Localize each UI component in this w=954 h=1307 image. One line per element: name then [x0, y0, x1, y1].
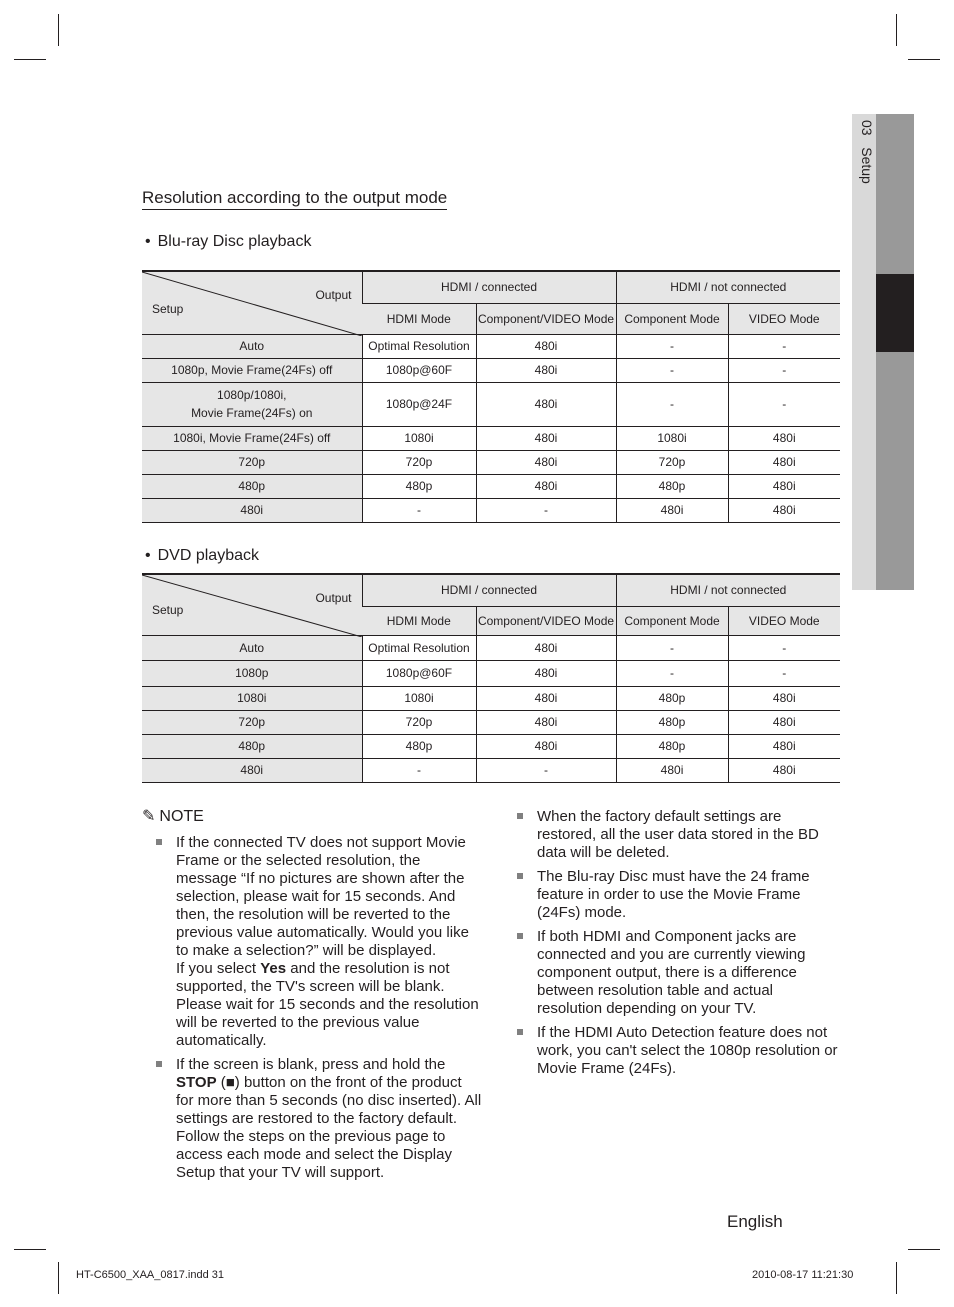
table-cell: 480i [476, 734, 616, 758]
table-cell: 480i [142, 758, 362, 782]
list-item: If both HDMI and Component jacks are connected and you are currently viewing component output, there is a difference between resolution table and actual resolution depending on your TV. [517, 928, 841, 1018]
crop-mark [908, 59, 940, 60]
table-cell: 480i [616, 498, 728, 522]
table-cell: - [476, 758, 616, 782]
table-cell: 1080i [616, 426, 728, 450]
table-cell: 480p [362, 734, 476, 758]
table-row [142, 498, 840, 522]
table-cell: 480i [728, 758, 840, 782]
column-header: Component Mode [616, 303, 728, 334]
table-cell: 480p [362, 474, 476, 498]
list-item: If the connected TV does not support Movie Frame or the selected resolution, the message “If no pictures are shown after the selection, please wait for 15 seconds. And then, the resolution will be reverted to the previous value automatically. Would you like to make a selection?” will be displayed. If you select Yes and the resolution is not supported, the TV's screen will be blank. Please wait for 15 seconds and the resolution will be reverted to the previous value automatically. [156, 834, 482, 1050]
file-info: HT-C6500_XAA_0817.indd 31 [76, 1269, 224, 1281]
table-cell: - [728, 635, 840, 660]
crop-mark [14, 1249, 46, 1250]
corner-setup-label: Setup [152, 602, 184, 617]
table-row [142, 358, 840, 382]
list-item: If the HDMI Auto Detection feature does not work, you can't select the 1080p resolution or Movie Frame (24Fs). [517, 1024, 841, 1078]
corner-setup-label: Setup [152, 301, 184, 316]
table-cell: 480i [728, 498, 840, 522]
table-cell: 1080i [362, 426, 476, 450]
chapter-label: 03 Setup [859, 120, 875, 184]
table-cell: - [476, 498, 616, 522]
chapter-tab-strip [876, 114, 914, 590]
table-cell: 480i [142, 498, 362, 522]
column-header: VIDEO Mode [728, 303, 840, 334]
table-cell: 480i [476, 710, 616, 734]
table-cell: 480i [728, 426, 840, 450]
table-cell: 1080i, Movie Frame(24Fs) off [142, 426, 362, 450]
list-item: The Blu-ray Disc must have the 24 frame feature in order to use the Movie Frame (24Fs) mode. [517, 868, 841, 922]
column-header: Component/VIDEO Mode [476, 303, 616, 334]
table-cell: - [728, 358, 840, 382]
table-cell: 720p [362, 710, 476, 734]
table-cell: 480i [476, 450, 616, 474]
table-row [142, 660, 840, 686]
table-cell: 480i [728, 474, 840, 498]
table-row [142, 450, 840, 474]
table-cell: 720p [616, 450, 728, 474]
table-cell: 480i [476, 474, 616, 498]
table-cell: Auto [142, 334, 362, 358]
note-list-left [156, 834, 482, 1188]
table-cell: - [616, 660, 728, 686]
table-cell: 480i [476, 426, 616, 450]
corner-output-label: Output [315, 288, 352, 302]
table-cell: 480i [476, 334, 616, 358]
bluray-resolution-table [142, 270, 840, 523]
table-cell: 1080p/1080i, Movie Frame(24Fs) on [142, 382, 362, 426]
table-cell: 720p [142, 710, 362, 734]
table-cell: 480i [728, 710, 840, 734]
table-cell: 480p [142, 474, 362, 498]
table-cell: - [616, 382, 728, 426]
table-cell: 720p [142, 450, 362, 474]
table-row [142, 710, 840, 734]
table-row [142, 635, 840, 660]
table-header-row [142, 574, 840, 606]
table-corner-cell [142, 574, 362, 635]
bluray-heading: • Blu-ray Disc playback [145, 233, 312, 250]
table-header-row [142, 271, 840, 303]
table-cell: 480i [476, 660, 616, 686]
table-row [142, 334, 840, 358]
column-header: VIDEO Mode [728, 606, 840, 635]
section-title: Resolution according to the output mode [142, 188, 447, 210]
table-cell: - [728, 660, 840, 686]
group-header: HDMI / not connected [616, 574, 840, 606]
table-cell: 1080p@60F [362, 358, 476, 382]
list-item: When the factory default settings are restored, all the user data stored in the BD data will be deleted. [517, 808, 841, 862]
crop-mark [58, 14, 59, 46]
table-row [142, 474, 840, 498]
table-cell: - [616, 358, 728, 382]
language-label: English [727, 1212, 783, 1231]
table-cell: - [362, 498, 476, 522]
table-row [142, 382, 840, 426]
table-cell: Optimal Resolution [362, 635, 476, 660]
table-cell: 480p [616, 710, 728, 734]
crop-mark [58, 1262, 59, 1294]
table-cell: 1080i [362, 686, 476, 710]
table-cell: 480i [476, 686, 616, 710]
group-header: HDMI / not connected [616, 271, 840, 303]
crop-mark [908, 1249, 940, 1250]
table-cell: - [616, 635, 728, 660]
table-cell: 480i [616, 758, 728, 782]
table-cell: 1080p@24F [362, 382, 476, 426]
table-cell: - [728, 382, 840, 426]
table-cell: 720p [362, 450, 476, 474]
corner-output-label: Output [315, 591, 352, 605]
pencil-icon: ✎ [142, 808, 156, 825]
table-cell: Auto [142, 635, 362, 660]
dvd-heading: • DVD playback [145, 547, 259, 564]
table-cell: Optimal Resolution [362, 334, 476, 358]
note-heading: ✎ NOTE [142, 808, 204, 825]
print-datetime: 2010-08-17 11:21:30 [752, 1269, 854, 1281]
table-cell: - [616, 334, 728, 358]
group-header: HDMI / connected [362, 574, 616, 606]
table-cell: 1080p, Movie Frame(24Fs) off [142, 358, 362, 382]
table-corner-cell [142, 271, 362, 334]
crop-mark [896, 1262, 897, 1294]
table-cell: 480i [476, 358, 616, 382]
table-cell: 1080p@60F [362, 660, 476, 686]
table-cell: 480i [728, 734, 840, 758]
table-cell: 1080p [142, 660, 362, 686]
column-header: HDMI Mode [362, 303, 476, 334]
table-row [142, 734, 840, 758]
table-cell: 1080i [142, 686, 362, 710]
dvd-resolution-table [142, 573, 840, 783]
table-cell: 480p [616, 686, 728, 710]
list-item: If the screen is blank, press and hold the STOP (■) button on the front of the product for more than 5 seconds (no disc inserted). All settings are restored to the factory default. Follow the steps on the previous page to access each mode and select the Display Setup that your TV will support. [156, 1056, 482, 1182]
table-cell: 480i [728, 450, 840, 474]
table-row [142, 758, 840, 782]
column-header: Component Mode [616, 606, 728, 635]
table-cell: - [362, 758, 476, 782]
table-cell: 480p [142, 734, 362, 758]
table-cell: 480i [476, 635, 616, 660]
table-cell: 480i [476, 382, 616, 426]
table-cell: 480i [728, 686, 840, 710]
table-cell: 480p [616, 474, 728, 498]
table-row [142, 426, 840, 450]
column-header: HDMI Mode [362, 606, 476, 635]
table-row [142, 686, 840, 710]
table-cell: 480p [616, 734, 728, 758]
crop-mark [14, 59, 46, 60]
group-header: HDMI / connected [362, 271, 616, 303]
table-cell: - [728, 334, 840, 358]
note-list-right [517, 808, 841, 1084]
chapter-tab-marker [876, 274, 914, 352]
crop-mark [896, 14, 897, 46]
column-header: Component/VIDEO Mode [476, 606, 616, 635]
